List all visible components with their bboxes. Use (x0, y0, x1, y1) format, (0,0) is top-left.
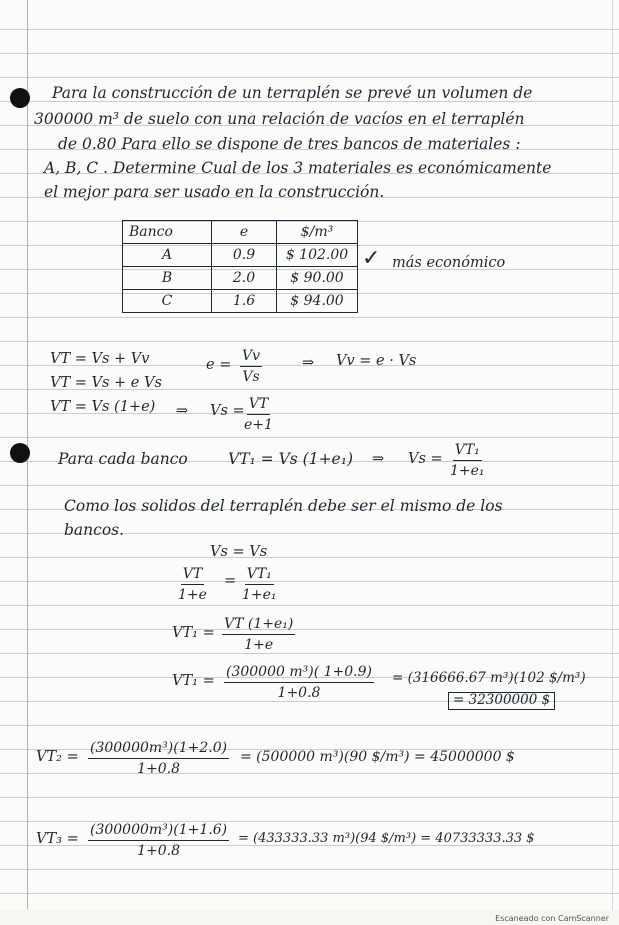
bank-name: B (123, 267, 212, 290)
bank-price: $ 90.00 (277, 267, 358, 290)
calc-b-lhs: VT₂ = (36, 749, 79, 765)
arrow-icon: ⇒ (372, 451, 385, 467)
fraction-numerator: VT (181, 566, 204, 585)
calc-c-rhs: = (433333.33 m³)(94 $/m³) = 40733333.33 $ (238, 831, 535, 846)
calc-a-result: = 32300000 $ (448, 692, 555, 710)
calc-a-fraction (224, 664, 374, 702)
calc-c-fraction (88, 822, 229, 860)
per-bank-label: Para cada banco (58, 450, 188, 468)
fraction-numerator: (300000 m³)( 1+0.9) (224, 664, 374, 683)
bank-e: 0.9 (212, 244, 277, 267)
banks-table (122, 220, 358, 313)
fraction-denominator: 1+0.8 (137, 760, 180, 777)
table-row (123, 267, 358, 290)
fraction-numerator: (300000m³)(1+2.0) (88, 740, 229, 759)
fraction-denominator: 1+0.8 (137, 842, 180, 859)
bank-e: 2.0 (212, 267, 277, 290)
calc-b-fraction (88, 740, 229, 778)
bank-e: 1.6 (212, 290, 277, 313)
vs-fraction (244, 396, 273, 434)
fraction-numerator: VT₁ (453, 442, 482, 461)
solids-line-1: Como los solidos del terraplén debe ser el mismo de los (64, 497, 503, 515)
vs-lhs: Vs = (210, 403, 245, 419)
arrow-icon: ⇒ (302, 355, 315, 371)
solids-line-2: bancos. (64, 521, 125, 539)
binder-hole (10, 443, 30, 463)
table-header-row (123, 221, 358, 244)
fraction-denominator: 1+e (178, 586, 207, 603)
formula-vt-3: VT = Vs (1+e) (50, 399, 156, 415)
per-bank-equation: VT₁ = Vs (1+e₁) (228, 450, 353, 468)
solids-fraction-left (178, 566, 207, 604)
problem-line-5: el mejor para ser usado en la construcción. (44, 183, 385, 201)
table-row (123, 244, 358, 267)
bank-price: $ 94.00 (277, 290, 358, 313)
formula-vt-2: VT = Vs + e Vs (50, 375, 162, 391)
fraction-denominator: 1+e₁ (242, 586, 277, 603)
problem-line-3: de 0.80 Para ello se dispone de tres bancos de materiales : (58, 135, 521, 153)
binder-hole (10, 88, 30, 108)
calc-a-lhs: VT₁ = (172, 673, 215, 689)
formula-vv: Vv = e · Vs (336, 353, 417, 369)
solids-fraction-right (242, 566, 277, 604)
bank-name: A (123, 244, 212, 267)
fraction-numerator: VT₁ (245, 566, 274, 585)
header-banco: Banco (123, 221, 212, 244)
calc-b-rhs: = (500000 m³)(90 $/m³) = 45000000 $ (240, 749, 515, 765)
page-edge (612, 0, 613, 910)
calc-c-lhs: VT₃ = (36, 831, 79, 847)
header-price: $/m³ (277, 221, 358, 244)
per-bank-vs-lhs: Vs = (408, 451, 443, 467)
vs-equality: Vs = Vs (210, 544, 268, 560)
void-ratio-fraction (240, 348, 262, 386)
problem-line-2: 300000 m³ de suelo con una relación de vacíos en el terraplén (34, 110, 525, 128)
problem-line-1: Para la construcción de un terraplén se prevé un volumen de (52, 84, 533, 102)
fraction-denominator: e+1 (244, 416, 273, 433)
formula-vt-1: VT = Vs + Vv (50, 351, 150, 367)
equals-sign: = (224, 573, 237, 589)
void-ratio-lhs: e = (206, 357, 232, 373)
scanner-watermark: Escaneado con CamScanner (495, 914, 609, 923)
calc-a-rhs: = (316666.67 m³)(102 $/m³) (392, 670, 586, 686)
header-e: e (212, 221, 277, 244)
table-row (123, 290, 358, 313)
problem-line-4: A, B, C . Determine Cual de los 3 materiales es económicamente (44, 159, 552, 177)
fraction-numerator: Vv (240, 348, 262, 367)
vt1-lhs: VT₁ = (172, 625, 215, 641)
fraction-denominator: 1+e (244, 636, 274, 653)
fraction-numerator: VT (247, 396, 270, 415)
check-mark-icon: ✓ (362, 246, 381, 271)
arrow-icon: ⇒ (176, 403, 189, 419)
fraction-numerator: (300000m³)(1+1.6) (88, 822, 229, 841)
per-bank-vs-fraction (450, 442, 485, 480)
bank-name: C (123, 290, 212, 313)
vt1-fraction (222, 616, 295, 654)
fraction-numerator: VT (1+e₁) (222, 616, 295, 635)
fraction-denominator: Vs (242, 368, 260, 385)
cheapest-note: más económico (392, 255, 506, 271)
bank-price: $ 102.00 (277, 244, 358, 267)
fraction-denominator: 1+e₁ (450, 462, 485, 479)
fraction-denominator: 1+0.8 (277, 684, 321, 701)
